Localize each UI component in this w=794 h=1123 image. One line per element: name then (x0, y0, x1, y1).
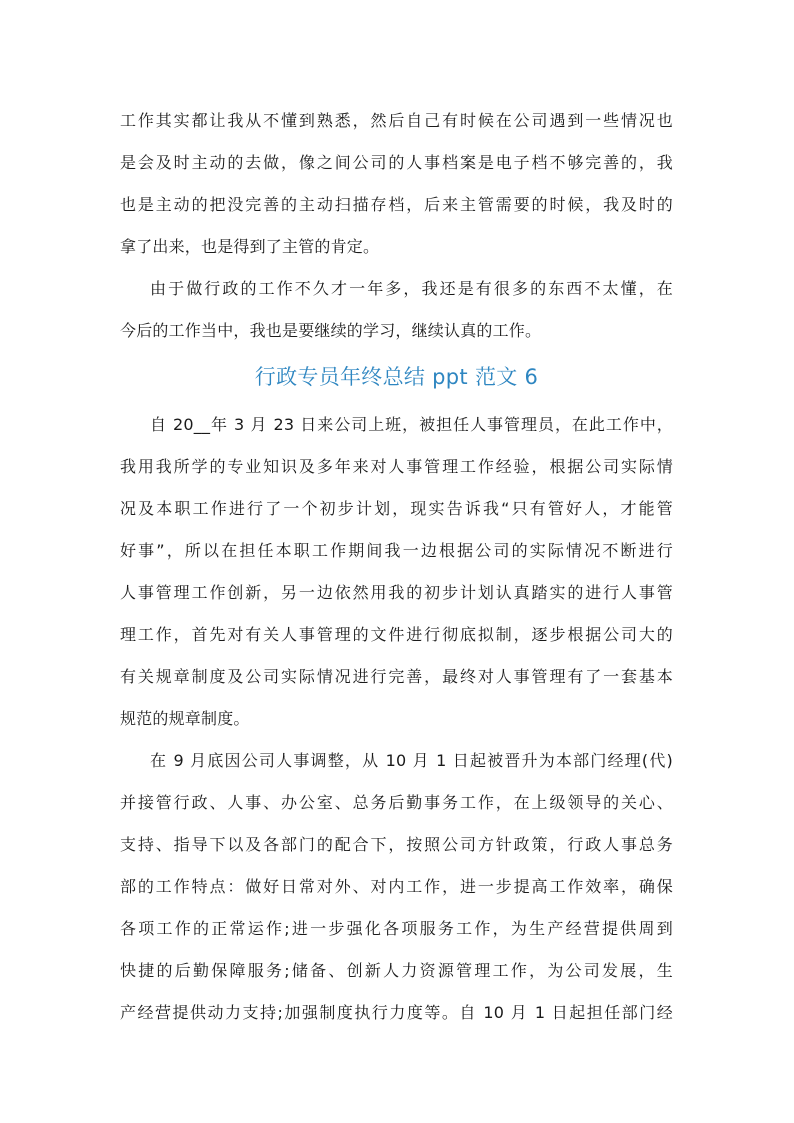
document-body (120, 100, 673, 1034)
text-line: 是会及时主动的去做，像之间公司的人事档案是电子档不够完善的，我 (120, 153, 673, 172)
text-line: 况及本职工作进行了一个初步计划，现实告诉我“只有管好人，才能管 (120, 499, 673, 518)
paragraph-1 (120, 100, 673, 268)
text-line: 并接管行政、人事、办公室、总务后勤事务工作，在上级领导的关心、 (120, 793, 673, 812)
text-line: 自 20__年 3 月 23 日来公司上班，被担任人事管理员，在此工作中， (150, 415, 673, 434)
text-line: 各项工作的正常运作;进一步强化各项服务工作，为生产经营提供周到 (120, 919, 673, 938)
text-line: 也是主动的把没完善的主动扫描存档，后来主管需要的时候，我及时的 (120, 195, 673, 214)
text-line: 快捷的后勤保障服务;储备、创新人力资源管理工作，为公司发展，生 (120, 961, 673, 980)
text-line: 今后的工作当中，我也是要继续的学习，继续认真的工作。 (120, 321, 542, 340)
text-line: 拿了出来，也是得到了主管的肯定。 (120, 237, 380, 256)
text-line: 有关规章制度及公司实际情况进行完善，最终对人事管理有了一套基本 (120, 667, 673, 686)
paragraph-3 (120, 404, 673, 740)
paragraph-2 (120, 268, 673, 352)
text-line: 由于做行政的工作不久才一年多，我还是有很多的东西不太懂，在 (150, 279, 673, 298)
text-line: 理工作，首先对有关人事管理的文件进行彻底拟制，逐步根据公司大的 (120, 625, 673, 644)
paragraph-4 (120, 740, 673, 1034)
text-line: 规范的规章制度。 (120, 709, 250, 728)
text-line: 部的工作特点：做好日常对外、对内工作，进一步提高工作效率，确保 (120, 877, 673, 896)
text-line: 好事”，所以在担任本职工作期间我一边根据公司的实际情况不断进行 (120, 541, 673, 560)
text-line: 产经营提供动力支持;加强制度执行力度等。自 10 月 1 日起担任部门经 (120, 1003, 673, 1022)
text-line: 人事管理工作创新，另一边依然用我的初步计划认真踏实的进行人事管 (120, 583, 673, 602)
text-line: 我用我所学的专业知识及多年来对人事管理工作经验，根据公司实际情 (120, 457, 673, 476)
text-line: 工作其实都让我从不懂到熟悉，然后自己有时候在公司遇到一些情况也 (120, 111, 673, 130)
text-line: 在 9 月底因公司人事调整，从 10 月 1 日起被晋升为本部门经理(代) (150, 751, 673, 770)
text-line: 支持、指导下以及各部门的配合下，按照公司方针政策，行政人事总务 (120, 835, 673, 854)
section-heading: 行政专员年终总结 ppt 范文 6 (254, 365, 539, 389)
